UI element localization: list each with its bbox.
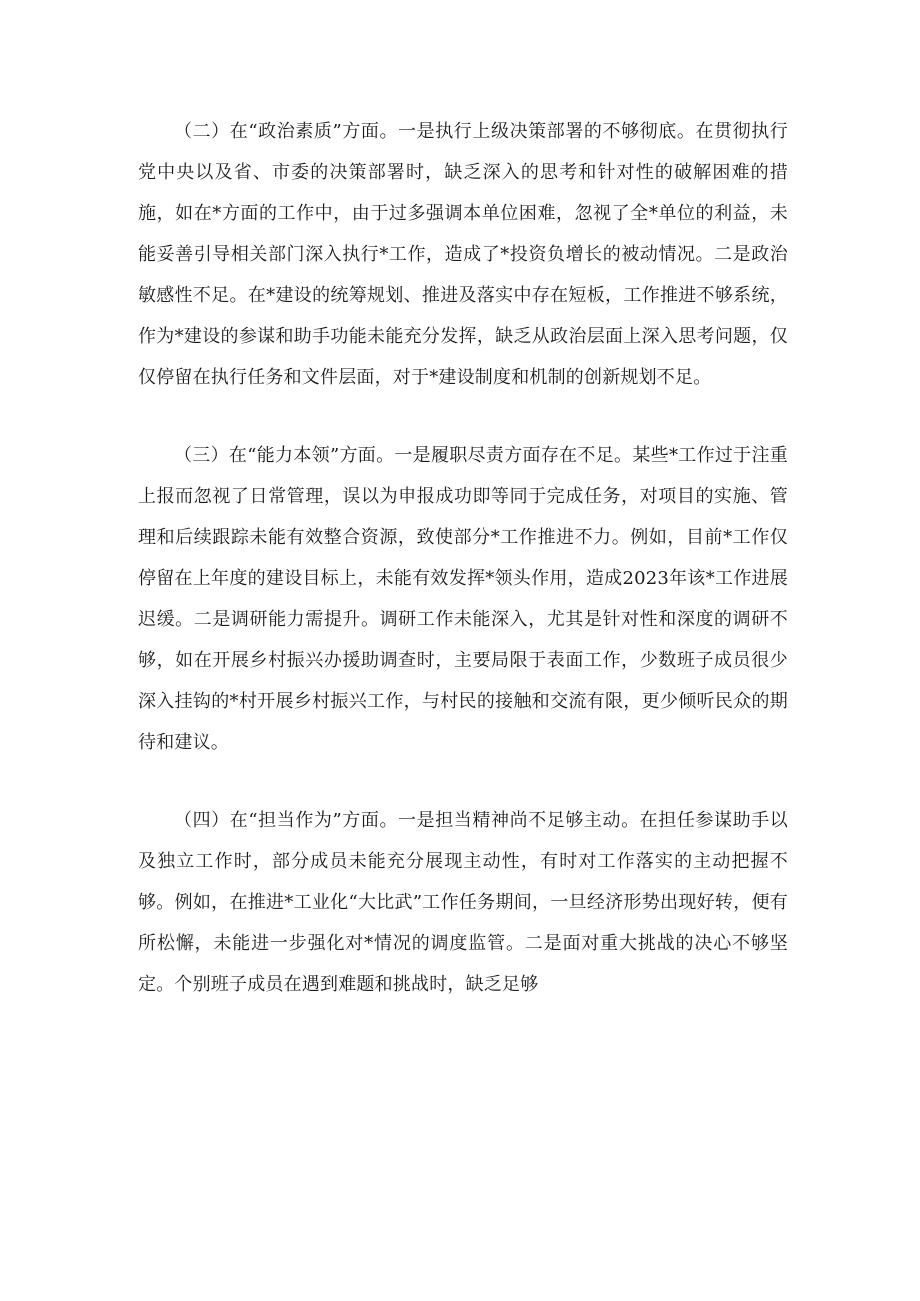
paragraph-political-quality: （二）在“政治素质”方面。一是执行上级决策部署的不够彻底。在贯彻执行党中央以及省、市委的决策部署时，缺乏深入的思考和针对性的破解困难的措施，如在*方面的工作中，由于过多强调本单位困难，忽视了全*单位的利益，未能妥善引导相关部门深入执行*工作，造成了*投资负增长的被动情况。二是政治敏感性不足。在*建设的统筹规划、推进及落实中存在短板，工作推进不够系统，作为*建设的参谋和助手功能未能充分发挥，缺乏从政治层面上深入思考问题，仅仅停留在执行任务和文件层面，对于*建设制度和机制的创新规划不足。 <box>138 121 788 388</box>
document-body <box>138 111 788 1005</box>
paragraph-ability-skills: （三）在“能力本领”方面。一是履职尽责方面存在不足。某些*工作过于注重上报而忽视了日常管理，误以为申报成功即等同于完成任务，对项目的实施、管理和后续跟踪未能有效整合资源，致使部分*工作推进不力。例如，目前*工作仅停留在上年度的建设目标上，未能有效发挥*领头作用，造成2023年该*工作进展迟缓。二是调研能力需提升。调研工作未能深入，尤其是针对性和深度的调研不够，如在开展乡村振兴办援助调查时，主要局限于表面工作，少数班子成员很少深入挂钩的*村开展乡村振兴工作，与村民的接触和交流有限，更少倾听民众的期待和建议。 <box>138 445 788 753</box>
paragraph-responsibility-action: （四）在“担当作为”方面。一是担当精神尚不足够主动。在担任参谋助手以及独立工作时，部分成员未能充分展现主动性，有时对工作落实的主动把握不够。例如，在推进*工业化“大比武”工作任务期间，一旦经济形势出现好转，便有所松懈，未能进一步强化对*情况的调度监管。二是面对重大挑战的决心不够坚定。个别班子成员在遇到难题和挑战时，缺乏足够 <box>138 810 788 995</box>
